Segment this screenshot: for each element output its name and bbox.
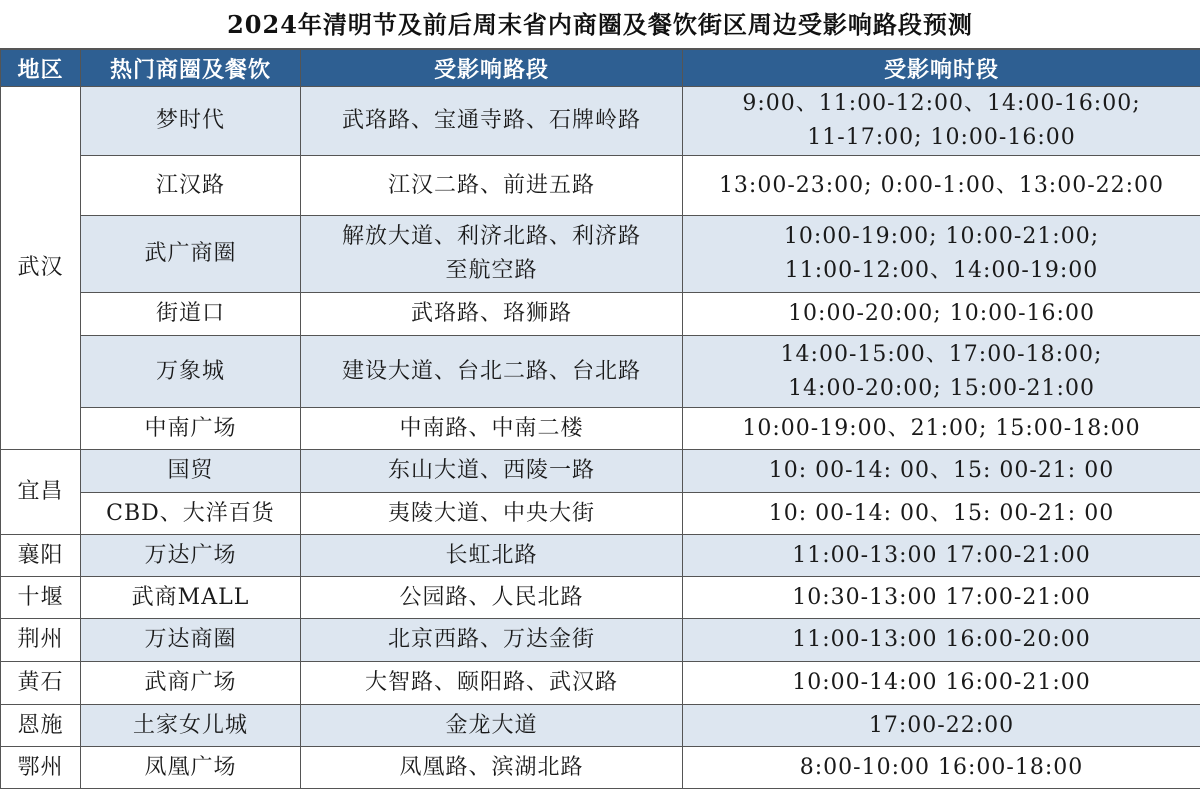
- header-region: 地区: [1, 50, 81, 87]
- times-cell: 10: 00-14: 00、15: 00-21: 00: [683, 450, 1200, 493]
- table-row: [1, 535, 1200, 577]
- roads-cell: 凤凰路、滨湖北路: [301, 747, 683, 789]
- times-cell: 9:00、11:00-12:00、14:00-16:00; 11-17:00; 10:00-16:00: [683, 87, 1200, 156]
- header-area: 热门商圈及餐饮: [81, 50, 301, 87]
- roads-cell: 解放大道、利济北路、利济路 至航空路: [301, 216, 683, 293]
- times-cell: 11:00-13:00 16:00-20:00: [683, 619, 1200, 662]
- roads-cell: 金龙大道: [301, 705, 683, 747]
- area-cell: CBD、大洋百货: [81, 493, 301, 535]
- table-row: [1, 156, 1200, 216]
- table-row: [1, 662, 1200, 705]
- table-body: [1, 87, 1200, 789]
- region-cell: 恩施: [1, 705, 81, 747]
- roads-cell: 武珞路、珞狮路: [301, 293, 683, 336]
- header-times: 受影响时段: [683, 50, 1200, 87]
- roads-cell: 中南路、中南二楼: [301, 408, 683, 450]
- roads-cell: 大智路、颐阳路、武汉路: [301, 662, 683, 705]
- table-row: [1, 87, 1200, 156]
- times-cell: 10:00-19:00、21:00; 15:00-18:00: [683, 408, 1200, 450]
- table-row: [1, 408, 1200, 450]
- times-cell: 11:00-13:00 17:00-21:00: [683, 535, 1200, 577]
- area-cell: 街道口: [81, 293, 301, 336]
- area-cell: 凤凰广场: [81, 747, 301, 789]
- table-row: [1, 216, 1200, 293]
- region-cell: 宜昌: [1, 450, 81, 535]
- area-cell: 武商MALL: [81, 577, 301, 619]
- area-cell: 武广商圈: [81, 216, 301, 293]
- area-cell: 万象城: [81, 336, 301, 408]
- region-cell: 十堰: [1, 577, 81, 619]
- times-cell: 10:00-19:00; 10:00-21:00; 11:00-12:00、14:00-19:00: [683, 216, 1200, 293]
- table-row: [1, 747, 1200, 789]
- forecast-table: [0, 49, 1200, 789]
- header-roads: 受影响路段: [301, 50, 683, 87]
- roads-cell: 建设大道、台北二路、台北路: [301, 336, 683, 408]
- times-cell: 8:00-10:00 16:00-18:00: [683, 747, 1200, 789]
- area-cell: 中南广场: [81, 408, 301, 450]
- region-cell: 鄂州: [1, 747, 81, 789]
- region-cell: 襄阳: [1, 535, 81, 577]
- table-row: [1, 619, 1200, 662]
- table-row: [1, 336, 1200, 408]
- roads-cell: 长虹北路: [301, 535, 683, 577]
- roads-cell: 东山大道、西陵一路: [301, 450, 683, 493]
- area-cell: 武商广场: [81, 662, 301, 705]
- table-row: [1, 293, 1200, 336]
- region-cell: 黄石: [1, 662, 81, 705]
- times-cell: 10:00-14:00 16:00-21:00: [683, 662, 1200, 705]
- roads-cell: 武珞路、宝通寺路、石牌岭路: [301, 87, 683, 156]
- area-cell: 万达广场: [81, 535, 301, 577]
- area-cell: 梦时代: [81, 87, 301, 156]
- area-cell: 土家女儿城: [81, 705, 301, 747]
- area-cell: 江汉路: [81, 156, 301, 216]
- area-cell: 万达商圈: [81, 619, 301, 662]
- times-cell: 17:00-22:00: [683, 705, 1200, 747]
- region-cell: 荆州: [1, 619, 81, 662]
- roads-cell: 江汉二路、前进五路: [301, 156, 683, 216]
- roads-cell: 北京西路、万达金街: [301, 619, 683, 662]
- times-cell: 14:00-15:00、17:00-18:00; 14:00-20:00; 15:00-21:00: [683, 336, 1200, 408]
- table-row: [1, 450, 1200, 493]
- roads-cell: 夷陵大道、中央大街: [301, 493, 683, 535]
- table-row: [1, 705, 1200, 747]
- roads-cell: 公园路、人民北路: [301, 577, 683, 619]
- table-title: 2024年清明节及前后周末省内商圈及餐饮街区周边受影响路段预测: [0, 0, 1200, 49]
- times-cell: 13:00-23:00; 0:00-1:00、13:00-22:00: [683, 156, 1200, 216]
- times-cell: 10:00-20:00; 10:00-16:00: [683, 293, 1200, 336]
- times-cell: 10:30-13:00 17:00-21:00: [683, 577, 1200, 619]
- area-cell: 国贸: [81, 450, 301, 493]
- region-cell: 武汉: [1, 87, 81, 450]
- table-row: [1, 577, 1200, 619]
- times-cell: 10: 00-14: 00、15: 00-21: 00: [683, 493, 1200, 535]
- header-row: [1, 50, 1200, 87]
- table-row: [1, 493, 1200, 535]
